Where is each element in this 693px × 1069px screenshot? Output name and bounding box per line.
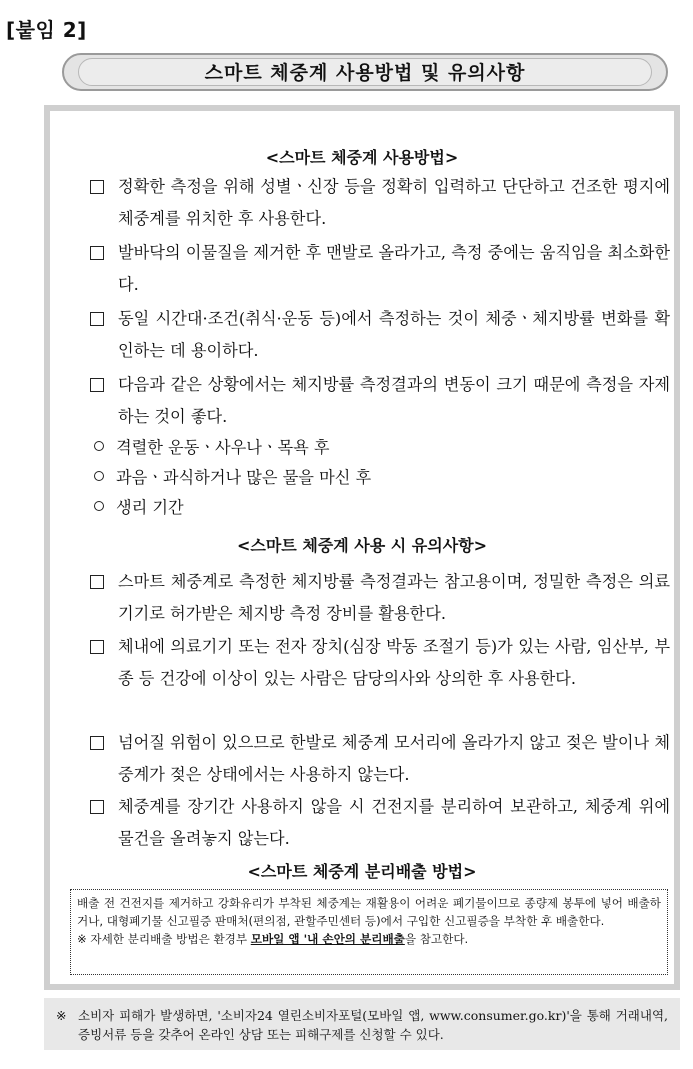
checkbox-icon <box>90 378 104 392</box>
disposal-note-prefix: ※ 자세한 분리배출 방법은 환경부 <box>77 932 251 946</box>
disposal-text: 배출 전 건전지를 제거하고 강화유리가 부착된 체중계는 재활용이 어려운 폐기물이므로 종량제 봉투에 넣어 배출하거나, 대형폐기물 신고필증 판매처(편의점, 관할주민센터 등)에서 구입한 신고필증을 부착한 후 배출한다. <box>77 896 661 928</box>
usage-sub-item <box>94 433 330 463</box>
caution-item-text: 체내에 의료기기 또는 전자 장치(심장 박동 조절기 등)가 있는 사람, 임산부, 부종 등 건강에 이상이 있는 사람은 담당의사와 상의한 후 사용한다. <box>118 637 670 688</box>
circle-bullet-icon <box>94 441 104 451</box>
caution-item <box>90 631 670 695</box>
caution-item <box>90 566 670 630</box>
usage-item-text: 동일 시간대·조건(취식·운동 등)에서 측정하는 것이 체중ㆍ체지방률 변화를 확인하는 데 용이하다. <box>118 309 670 360</box>
footer-text: 소비자 피해가 발생하면, '소비자24 열린소비자포털(모바일 앱, www.consumer.go.kr)'을 통해 거래내역, 증빙서류 등을 갖추어 온라인 상담 또는 피해구제를 신청할 수 있다. <box>78 1008 668 1042</box>
disposal-note <box>77 930 661 948</box>
content-panel <box>50 111 674 984</box>
usage-heading: <스마트 체중계 사용방법> <box>265 148 459 167</box>
footer-note <box>44 998 680 1050</box>
attachment-label: [붙임 2] <box>6 18 87 42</box>
usage-item-text: 다음과 같은 상황에서는 체지방률 측정결과의 변동이 크기 때문에 측정을 자제하는 것이 좋다. <box>118 375 670 426</box>
checkbox-icon <box>90 312 104 326</box>
usage-item <box>90 369 670 433</box>
checkbox-icon <box>90 736 104 750</box>
usage-item-text: 정확한 측정을 위해 성별ㆍ신장 등을 정확히 입력하고 단단하고 건조한 평지에 체중계를 위치한 후 사용한다. <box>118 177 670 228</box>
caution-item <box>90 791 670 855</box>
usage-sub-item-text: 과음ㆍ과식하거나 많은 물을 마신 후 <box>116 468 372 487</box>
checkbox-icon <box>90 180 104 194</box>
caution-item-text: 체중계를 장기간 사용하지 않을 시 건전지를 분리하여 보관하고, 체중계 위에 물건을 올려놓지 않는다. <box>118 797 670 848</box>
title-banner <box>62 53 668 91</box>
circle-bullet-icon <box>94 501 104 511</box>
content-frame <box>44 105 680 990</box>
disposal-heading: <스마트 체중계 분리배출 방법> <box>247 862 477 881</box>
usage-sub-item <box>94 463 371 493</box>
caution-item-text: 넘어질 위험이 있으므로 한발로 체중계 모서리에 올라가지 않고 젖은 발이나 체중계가 젖은 상태에서는 사용하지 않는다. <box>118 733 670 784</box>
cautions-heading: <스마트 체중계 사용 시 유의사항> <box>236 536 488 555</box>
usage-item <box>90 171 670 235</box>
usage-sub-item-text: 생리 기간 <box>116 498 184 517</box>
circle-bullet-icon <box>94 471 104 481</box>
caution-item <box>90 727 670 791</box>
usage-item-text: 발바닥의 이물질을 제거한 후 맨발로 올라가고, 측정 중에는 움직임을 최소화한다. <box>118 243 670 294</box>
page-title: 스마트 체중계 사용방법 및 유의사항 <box>78 58 652 86</box>
caution-item-text: 스마트 체중계로 측정한 체지방률 측정결과는 참고용이며, 정밀한 측정은 의료기기로 허가받은 체지방 측정 장비를 활용한다. <box>118 572 670 623</box>
checkbox-icon <box>90 575 104 589</box>
disposal-note-suffix: 을 참고한다. <box>404 932 469 946</box>
usage-item <box>90 303 670 367</box>
disposal-box <box>70 889 668 975</box>
reference-mark: ※ <box>56 1008 67 1023</box>
usage-sub-item-text: 격렬한 운동ㆍ사우나ㆍ목욕 후 <box>116 438 330 457</box>
checkbox-icon <box>90 640 104 654</box>
usage-item <box>90 237 670 301</box>
disposal-note-emphasis: 모바일 앱 '내 손안의 분리배출 <box>250 932 405 946</box>
usage-sub-item <box>94 493 184 523</box>
checkbox-icon <box>90 246 104 260</box>
checkbox-icon <box>90 800 104 814</box>
